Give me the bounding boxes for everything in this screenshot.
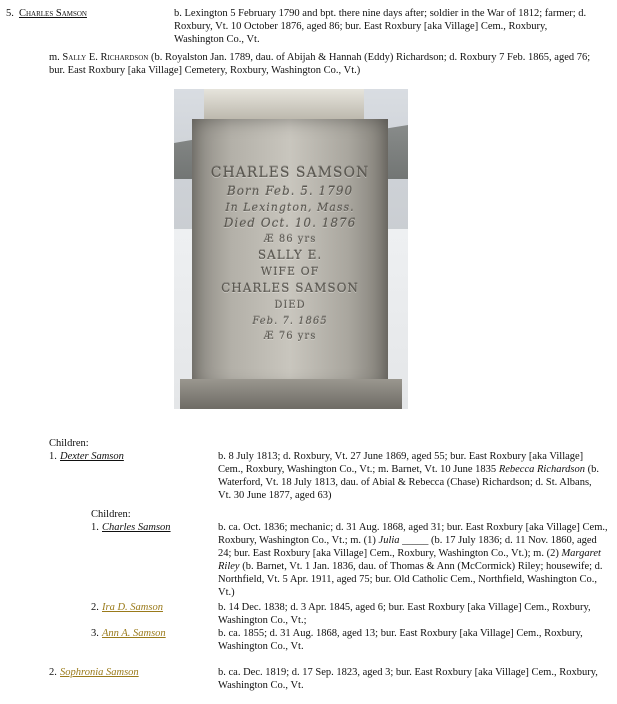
- inscription-line: Born Feb. 5. 1790: [226, 184, 354, 198]
- child-detail: b. ca. Dec. 1819; d. 17 Sep. 1823, aged 3; bur. East Roxbury [aka Village] Cem., Roxbury, Washington Co., Vt.: [218, 667, 598, 691]
- grandchild-spouse: Margaret Riley: [218, 548, 601, 572]
- entry-detail: b. Lexington 5 February 1790 and bpt. there nine days after; soldier in the War of 1812; farmer; d. Roxbury, Vt. 10 October 1876, aged 86; bur. East Roxbury [aka Village] Cem., Roxbury, Washington Co., Vt.: [174, 8, 587, 45]
- child-spouse: Rebecca Richardson: [498, 464, 586, 475]
- stone-base: [180, 379, 402, 409]
- entry-number: 5.: [6, 8, 14, 19]
- grandchildren-label: Children:: [91, 509, 131, 520]
- grandchild-name[interactable]: Ann A. Samson: [102, 628, 166, 639]
- child-number: 2.: [49, 667, 57, 678]
- children-label: Children:: [49, 438, 89, 449]
- grandchild-number: 2.: [91, 602, 99, 613]
- inscription-line: WIFE OF: [260, 265, 320, 278]
- grandchild-detail: b. ca. 1855; d. 31 Aug. 1868, aged 13; bur. East Roxbury [aka Village] Cem., Roxbury, Washington Co., Vt.: [218, 628, 583, 652]
- child-number: 1.: [49, 451, 57, 462]
- inscription-line: Died Oct. 10. 1876: [223, 216, 357, 230]
- grandchild-detail: b. 14 Dec. 1838; d. 3 Apr. 1845, aged 6; bur. East Roxbury [aka Village] Cem., Roxbury, Washington Co., Vt.;: [218, 602, 591, 626]
- inscription-line: Æ 76 yrs: [263, 331, 317, 342]
- marriage-prefix: m.: [49, 52, 60, 63]
- inscription-line: In Lexington, Mass.: [225, 201, 355, 214]
- marriage-line: [49, 51, 604, 77]
- child-detail: b. 8 July 1813; d. Roxbury, Vt. 27 June 1869, aged 55; bur. East Roxbury [aka Village] Cem., Roxbury, Washington Co., Vt.; m. Barnet, Vt. 10 June 1835 Rebecca Richardson (b. Waterford, Vt. 18 July 1813, dau. of Abial & Rebecca (Chase) Richardson; d. St. Albans, Vt. 30 June 1877, aged 63): [218, 451, 600, 501]
- inscription-line: CHARLES SAMSON: [210, 165, 370, 181]
- grandchild-number: 1.: [91, 522, 99, 533]
- grandchild-name[interactable]: Charles Samson: [102, 522, 171, 533]
- child-name[interactable]: Dexter Samson: [60, 451, 124, 462]
- inscription-line: DIED: [274, 300, 306, 311]
- grandchild-number: 3.: [91, 628, 99, 639]
- spouse-name: Sally E. Richardson: [62, 52, 149, 63]
- grandchild-spouse: Julia _____: [378, 535, 429, 546]
- gravestone-photo: [174, 89, 408, 409]
- inscription-line: CHARLES SAMSON: [221, 281, 359, 295]
- entry-name[interactable]: Charles Samson: [19, 8, 87, 19]
- stone-cap: [204, 89, 364, 119]
- marriage-detail: (b. Royalston Jan. 1789, dau. of Abijah & Hannah (Eddy) Richardson; d. Roxbury 7 Feb. 1865, aged 76; bur. East Roxbury [aka Village] Cemetery, Roxbury, Washington Co., Vt.): [49, 52, 591, 76]
- inscription-line: Æ 86 yrs: [263, 234, 317, 245]
- inscription-line: SALLY E.: [257, 248, 323, 262]
- inscription-line: Feb. 7. 1865: [252, 316, 328, 327]
- grandchild-detail: b. ca. Oct. 1836; mechanic; d. 31 Aug. 1868, aged 31; bur. East Roxbury [aka Village] Cem., Roxbury, Washington Co., Vt.; m. (1) Julia _____ (b. 17 July 1836; d. 11 Nov. 1860, aged 24; bur. East Roxbury [aka Village] Cem., Roxbury, Washington Co., Vt.); m. (2) Margaret Riley (b. Barnet, Vt. 1 Jan. 1836, dau. of Thomas & Ann (McCormick) Riley; housewife; d. Northfield, Vt. 5 Apr. 1911, aged 75; bur. Old Catholic Cem., Northfield, Washington Co., Vt.): [218, 522, 608, 598]
- grandchild-name[interactable]: Ira D. Samson: [102, 602, 163, 613]
- child-name[interactable]: Sophronia Samson: [60, 667, 139, 678]
